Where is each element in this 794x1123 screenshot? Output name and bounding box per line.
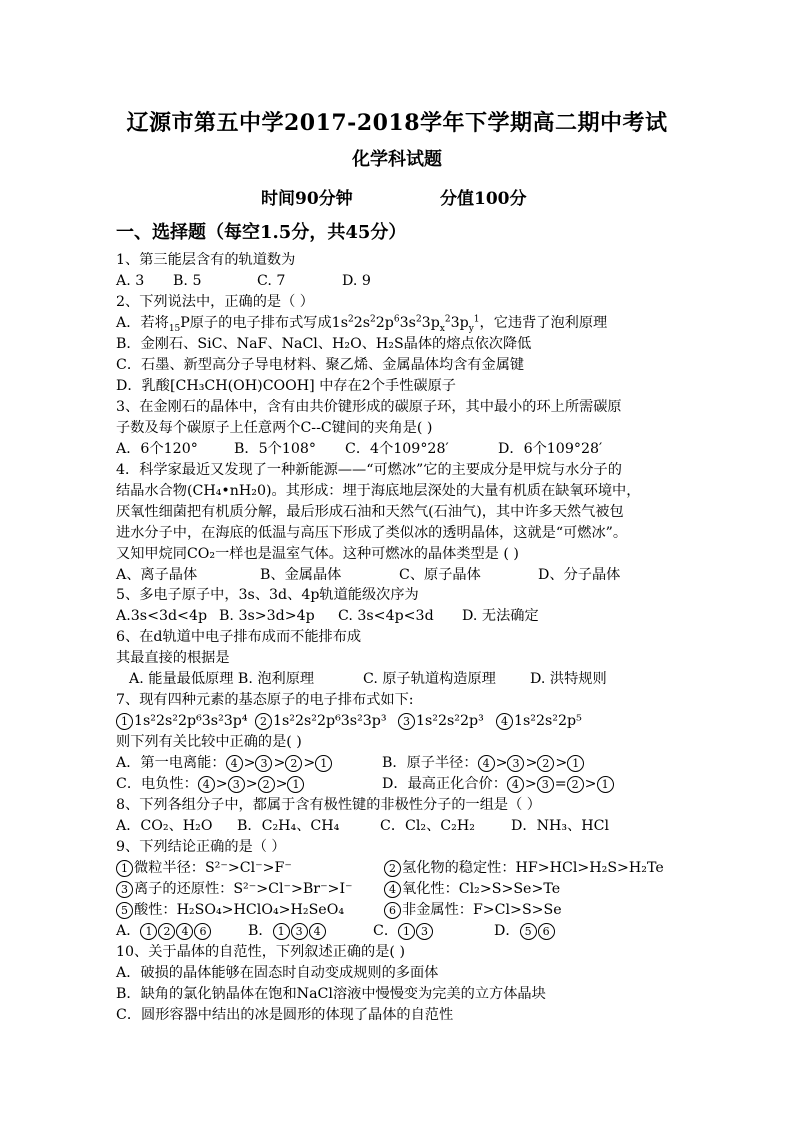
circled-number: 2 [285,755,302,772]
q9-option-b [248,921,327,941]
q2-option-c: C．石墨、新型高分子导电材料、聚乙烯、金属晶体均含有金属键 [116,357,525,373]
q2-option-d: D．乳酸[CH₃CH(OH)COOH] 中存在2个手性碳原子 [116,378,456,394]
circled-number: 4 [176,923,193,940]
circled-number: 3 [537,776,554,793]
q8-option-d: D．NH₃、HCl [511,818,609,834]
q3-option-a: A．6个120° [116,441,198,457]
q9-option-a-label: A． [116,923,141,939]
circled-number: 2 [258,776,275,793]
q9-statement-3 [116,879,353,899]
circled-number: 3 [416,923,433,940]
q3-stem-line1: 3、在金刚石的晶体中，含有由共价键形成的碳原子环，其中最小的环上所需碳原 [116,399,622,415]
q10-stem: 10、关于晶体的自范性，下列叙述正确的是( ) [116,944,406,960]
circled-number: 3 [116,881,133,898]
circled-number: 4 [226,755,243,772]
q3-stem-line2: 子数及每个碳原子上任意两个C--C键间的夹角是( ) [116,420,433,436]
circled-number: 2 [384,860,401,877]
section-heading: 一、选择题（每空1.5分，共45分） [116,222,407,243]
q9-option-c [373,921,434,941]
exam-time: 时间90分钟 [261,189,353,209]
q1-option-b: B. 5 [173,273,202,289]
q5-stem: 5、多电子原子中，3s、3d、4p轨道能级次序为 [116,587,419,603]
q9-stem: 9、下列结论正确的是（ ） [116,839,286,855]
circled-number: 6 [384,902,401,919]
exam-subtitle: 化学科试题 [352,149,442,170]
q9-option-c-label: C． [373,923,399,939]
q2-option-b: B．金刚石、SiC、NaF、NaCl、H₂O、H₂S晶体的熔点依次降低 [116,336,532,352]
q9-statement-3-text: 离子的还原性：S²⁻>Cl⁻>Br⁻>I⁻ [134,881,353,897]
q7-config-4-text: 1s²2s²2p⁵ [514,713,582,729]
q9-option-d-label: D． [494,923,520,939]
circled-number: 2 [158,923,175,940]
q2-option-a-tail: ，它违背了泡利原理 [479,315,608,331]
circled-number: 3 [228,776,245,793]
q7-config-1 [116,711,248,731]
q10-option-c: C．圆形容器中结出的冰是圆形的体现了晶体的自范性 [116,1007,454,1023]
q7-config-3-text: 1s²2s²2p³ [416,713,484,729]
circled-number: 1 [287,776,304,793]
q6-option-c: C. 原子轨道构造原理 [363,671,496,687]
exam-score: 分值100分 [440,189,527,209]
circled-number: 1 [567,755,584,772]
q5-option-a: A.3s<3d<4p [116,608,208,624]
circled-number: 6 [194,923,211,940]
q6-line2: 其最直接的根据是 [116,650,230,666]
q9-option-a [116,921,212,941]
q7-question: 则下列有关比较中正确的是( ) [116,734,302,750]
q1-option-c: C. 7 [257,273,286,289]
q2-option-a-mid: P原子的电子排布式写成1s [180,315,348,331]
q3-option-c: C．4个109°28′ [345,441,449,457]
q7-option-b-label: B．原子半径： [382,755,478,771]
circled-number: 1 [398,923,415,940]
q8-option-a: A．CO₂、H₂O [116,818,213,834]
circled-number: 3 [398,713,415,730]
q7-stem: 7、现有四种元素的基态原子的电子排布式如下: [116,692,414,708]
circled-number: 4 [496,713,513,730]
q6-line1: 6、在d轨道中电子排布成而不能排布成 [116,629,362,645]
q4-option-b: B、金属晶体 [260,567,342,583]
q8-option-b: B．C₂H₄、CH₄ [237,818,340,834]
q4-line5: 又知甲烷同CO₂一样也是温室气体。这种可燃冰的晶体类型是 ( ) [116,546,519,562]
q4-option-a: A、离子晶体 [116,567,198,583]
circled-number: 4 [507,776,524,793]
q6-option-ab: A. 能量最低原理 B. 泡利原理 [129,671,315,687]
circled-number: 2 [255,713,272,730]
q4-option-c: C、原子晶体 [399,567,481,583]
q4-line3: 厌氧性细菌把有机质分解，最后形成石油和天然气(石油气)，其中许多天然气被包 [116,504,624,520]
q3-option-d: D．6个109°28′ [498,441,603,457]
circled-number: 1 [116,860,133,877]
circled-number: 3 [507,755,524,772]
q4-line1: 4．科学家最近又发现了一种新能源——“可燃冰”它的主要成分是甲烷与水分子的 [116,462,622,478]
q2-option-a: A．若将$_{15}$P原子的电子排布式写成$1s^22s^22p^63s^23p_x^23p_y^1$，它违背了泡利原理 [116,314,608,334]
circled-number: 5 [116,902,133,919]
q9-statement-6 [384,900,562,920]
q8-stem: 8、下列各组分子中，都属于含有极性键的非极性分子的一组是（ ） [116,797,541,813]
q9-statement-4 [384,879,560,899]
q10-option-b: B．缺角的氯化钠晶体在饱和NaCl溶液中慢慢变为完美的立方体晶块 [116,986,546,1002]
q9-statement-2-text: 氢化物的稳定性：HF>HCl>H₂S>H₂Te [402,860,664,876]
q9-statement-5-text: 酸性：H₂SO₄>HClO₄>H₂SeO₄ [134,902,345,918]
circled-number: 2 [567,776,584,793]
q9-statement-1-text: 微粒半径：S²⁻>Cl⁻>F⁻ [134,860,292,876]
q6-option-d: D. 洪特规则 [530,671,607,687]
q5-option-b: B. 3s>3d>4p [219,608,315,624]
circled-number: 1 [597,776,614,793]
q9-statement-2 [384,858,664,878]
q7-option-a-label: A．第一电离能： [116,755,226,771]
circled-number: 1 [273,923,290,940]
q7-config-3 [398,711,484,731]
q10-option-a: A．破损的晶体能够在固态时自动变成规则的多面体 [116,965,439,981]
q7-option-c-label: C．电负性： [116,776,198,792]
circled-number: 1 [116,713,133,730]
q7-config-2-text: 1s²2s²2p⁶3s²3p³ [273,713,387,729]
q9-statement-5 [116,900,344,920]
q5-option-c: C. 3s<4p<3d [338,608,434,624]
q7-option-a: A．第一电离能： 4 > 3 > 2 > 1 [116,753,333,773]
q9-statement-6-text: 非金属性：F>Cl>S>Se [402,902,562,918]
q1-option-a: A. 3 [116,273,145,289]
q5-option-d: D. 无法确定 [462,608,539,624]
q4-line2: 结晶水合物(CH₄•nH₂0)。其形成：埋于海底地层深处的大量有机质在缺氧环境中， [116,483,641,499]
q7-option-c: C．电负性： 4 > 3 > 2 > 1 [116,774,305,794]
q9-statement-4-text: 氧化性：Cl₂>S>Se>Te [402,881,561,897]
q9-option-b-label: B． [248,923,273,939]
q1-stem: 1、第三能层含有的轨道数为 [116,252,296,268]
circled-number: 3 [291,923,308,940]
q7-config-2 [255,711,387,731]
q7-option-d-label: D．最高正化合价： [382,776,507,792]
q9-option-d [494,921,556,941]
q8-option-c: C．Cl₂、C₂H₂ [380,818,475,834]
q7-option-d: D．最高正化合价： 4 > 3 = 2 > 1 [382,774,615,794]
circled-number: 4 [478,755,495,772]
q4-option-d: D、分子晶体 [538,567,621,583]
exam-title: 辽源市第五中学2017-2018学年下学期高二期中考试 [126,110,668,136]
circled-number: 5 [520,923,537,940]
q7-config-4 [496,711,582,731]
q7-config-1-text: 1s²2s²2p⁶3s²3p⁴ [134,713,248,729]
q1-option-d: D. 9 [342,273,371,289]
circled-number: 2 [537,755,554,772]
q3-option-b: B．5个108° [234,441,317,457]
circled-number: 6 [538,923,555,940]
q4-line4: 进水分子中，在海底的低温与高压下形成了类似冰的透明晶体，这就是“可燃冰”。 [116,525,628,541]
circled-number: 3 [255,755,272,772]
q7-option-b: B．原子半径： 4 > 3 > 2 > 1 [382,753,585,773]
circled-number: 1 [140,923,157,940]
circled-number: 1 [315,755,332,772]
circled-number: 4 [198,776,215,793]
q2-option-a-sub: 15 [168,323,181,334]
circled-number: 4 [384,881,401,898]
q9-statement-1 [116,858,292,878]
q2-option-a-pre: A．若将 [116,315,169,331]
circled-number: 4 [309,923,326,940]
q2-stem: 2、下列说法中，正确的是（ ） [116,294,314,310]
